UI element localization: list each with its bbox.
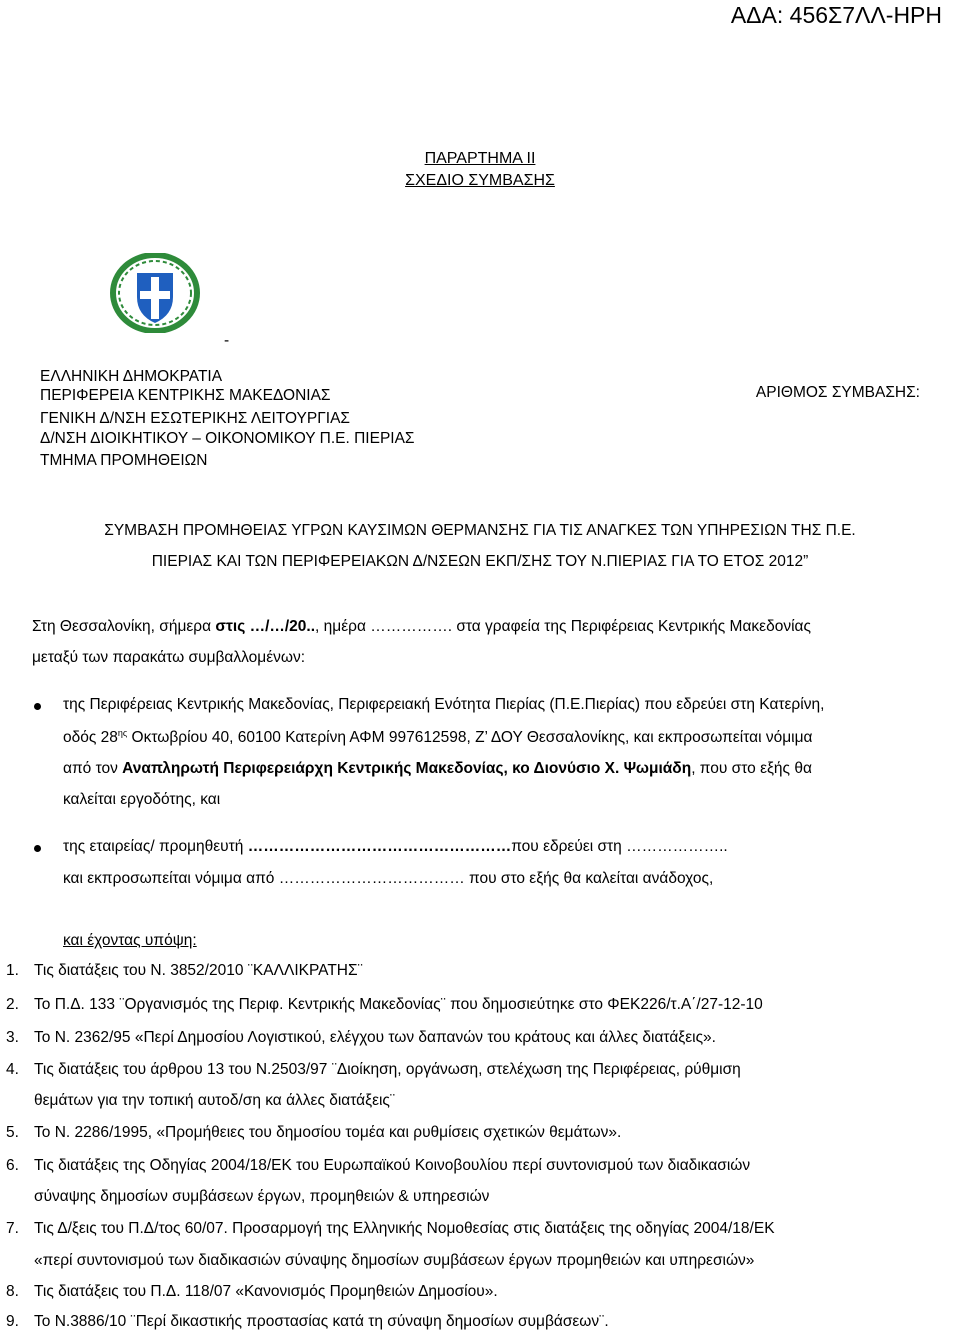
header-dash: - xyxy=(224,332,230,349)
contract-title-line: ΠΙΕΡΙΑΣ ΚΑΙ ΤΩΝ ΠΕΡΙΦΕΡΕΙΑΚΩΝ Δ/ΝΣΕΩΝ ΕΚΠ/ΣΗΣ ΤΟΥ Ν.ΠΙΕΡΙΑΣ ΓΙΑ ΤΟ ΕΤΟΣ 2012” xyxy=(151,553,809,570)
intro-place: Στη Θεσσαλονίκη, σήμερα xyxy=(32,618,216,635)
list-item-text: Τις διατάξεις του Ν. 3852/2010 ¨ΚΑΛΛΙΚΡΑΤΗΣ¨ xyxy=(34,962,363,979)
bullet-icon xyxy=(34,845,41,852)
greek-emblem-icon xyxy=(110,253,200,333)
list-item-text: Το Π.Δ. 133 ¨Οργανισμός της Περιφ. Κεντρικής Μακεδονίας¨ που δημοσιεύτηκε στο ΦΕΚ226/τ.Α΄/27-12-10 xyxy=(34,996,763,1013)
contract-number-label: ΑΡΙΘΜΟΣ ΣΥΜΒΑΣΗΣ: xyxy=(755,384,920,401)
list-item-number: 2. xyxy=(6,996,19,1013)
list-item-number: 5. xyxy=(6,1124,19,1141)
party1-line: καλείται εργοδότης, και xyxy=(63,791,221,808)
list-item-text: Τις διατάξεις του Π.Δ. 118/07 «Κανονισμός Προμηθειών Δημοσίου». xyxy=(34,1283,498,1300)
ada-code: ΑΔΑ: 456Σ7ΛΛ-ΗΡΗ xyxy=(730,2,942,28)
party1-line: της Περιφέρειας Κεντρικής Μακεδονίας, Περιφερειακή Ενότητα Πιερίας (Π.Ε.Πιερίας) που εδρεύει στη Κατερίνη, xyxy=(63,696,825,713)
list-item-text: Το Ν. 2286/1995, «Προμήθειες του δημοσίου τομέα και ρυθμίσεις σχετικών θεμάτων». xyxy=(34,1124,622,1141)
authority-line: Δ/ΝΣΗ ΔΙΟΙΚΗΤΙΚΟΥ – ΟΙΚΟΝΟΜΙΚΟΥ Π.Ε. ΠΙΕΡΙΑΣ xyxy=(40,430,415,447)
authority-line: ΕΛΛΗΝΙΚΗ ΔΗΜΟΚΡΑΤΙΑ xyxy=(40,368,223,385)
intro-date: στις …/…/20.. xyxy=(215,618,316,635)
list-item-text: σύναψης δημοσίων συμβάσεων έργων, προμηθειών & υπηρεσιών xyxy=(34,1188,490,1205)
authority-line: ΠΕΡΙΦΕΡΕΙΑ ΚΕΝΤΡΙΚΗΣ ΜΑΚΕΔΟΝΙΑΣ xyxy=(40,387,331,404)
list-item-text: Το Ν. 2362/95 «Περί Δημοσίου Λογιστικού, ελέγχου των δαπανών του κράτους και άλλες διατάξεις». xyxy=(34,1029,716,1046)
annex-subheading: ΣΧΕΔΙΟ ΣΥΜΒΑΣΗΣ xyxy=(405,172,555,189)
list-item-number: 7. xyxy=(6,1220,19,1237)
list-item-number: 4. xyxy=(6,1061,19,1078)
party1-line: οδός $28^{\eta\varsigma}$ Οκτωβρίου 40, 60100 Κατερίνη ΑΦΜ 997612598, Ζ’ ΔΟΥ Θεσσαλονίκης, και εκπροσωπείται νόμιμα xyxy=(63,728,813,747)
bullet-icon xyxy=(34,703,41,710)
annex-heading: ΠΑΡΑΡΤΗΜΑ ΙΙ xyxy=(424,150,536,167)
intro-parties-line: μεταξύ των παρακάτω συμβαλλομένων: xyxy=(32,649,306,666)
list-item-text: Τις διατάξεις του άρθρου 13 του Ν.2503/97 ¨Διοίκηση, οργάνωση, στελέχωση της Περιφέρειας, ρύθμιση xyxy=(34,1061,741,1078)
list-item-text: «περί συντονισμού των διαδικασιών σύναψης δημοσίων συμβάσεων έργων προμηθειών και υπηρεσιών» xyxy=(34,1252,755,1269)
authority-line: ΓΕΝΙΚΗ Δ/ΝΣΗ ΕΣΩΤΕΡΙΚΗΣ ΛΕΙΤΟΥΡΓΙΑΣ xyxy=(40,410,350,427)
list-item-text: Τις Δ/ξεις του Π.Δ/τος 60/07. Προσαρμογή της Ελληνικής Νομοθεσίας στις διατάξεις της οδηγίας 2004/18/ΕΚ xyxy=(34,1220,775,1237)
considering-heading: και έχοντας υπόψη: xyxy=(63,932,197,949)
list-item-number: 1. xyxy=(6,962,19,979)
party2-line: και εκπροσωπείται νόμιμα από ……………………………… που στο εξής θα καλείται ανάδοχος, xyxy=(63,870,714,887)
list-item-number: 9. xyxy=(6,1313,19,1330)
list-item-number: 8. xyxy=(6,1283,19,1300)
list-item-text: Το Ν.3886/10 ¨Περί δικαστικής προστασίας κατά τη σύναψη δημοσίων συμβάσεων¨. xyxy=(34,1313,609,1330)
intro-day: , ημέρα ……………. στα γραφεία της Περιφέρειας Κεντρικής Μακεδονίας xyxy=(315,618,811,635)
list-item-number: 3. xyxy=(6,1029,19,1046)
contract-title-line: ΣΥΜΒΑΣΗ ΠΡΟΜΗΘΕΙΑΣ ΥΓΡΩΝ ΚΑΥΣΙΜΩΝ ΘΕΡΜΑΝΣΗΣ ΓΙΑ ΤΙΣ ΑΝΑΓΚΕΣ ΤΩΝ ΥΠΗΡΕΣΙΩΝ ΤΗΣ Π.Ε. xyxy=(104,522,856,539)
intro-paragraph xyxy=(32,618,811,636)
list-item-text: Τις διατάξεις της Οδηγίας 2004/18/ΕΚ του Ευρωπαϊκού Κοινοβουλίου περί συντονισμού των διαδικασιών xyxy=(34,1157,751,1174)
authority-line: ΤΜΗΜΑ ΠΡΟΜΗΘΕΙΩΝ xyxy=(40,452,208,469)
party2-line: της εταιρείας/ προμηθευτή ……………………………………………που εδρεύει στη ……………….. xyxy=(63,838,728,855)
party1-line: από τον Αναπληρωτή Περιφερειάρχη Κεντρικής Μακεδονίας, κο Διονύσιο Χ. Ψωμιάδη, που στο εξής θα xyxy=(63,760,812,777)
list-item-text: θεμάτων για την τοπική αυτοδ/ση κα άλλες διατάξεις¨ xyxy=(34,1092,396,1109)
list-item-number: 6. xyxy=(6,1157,19,1174)
